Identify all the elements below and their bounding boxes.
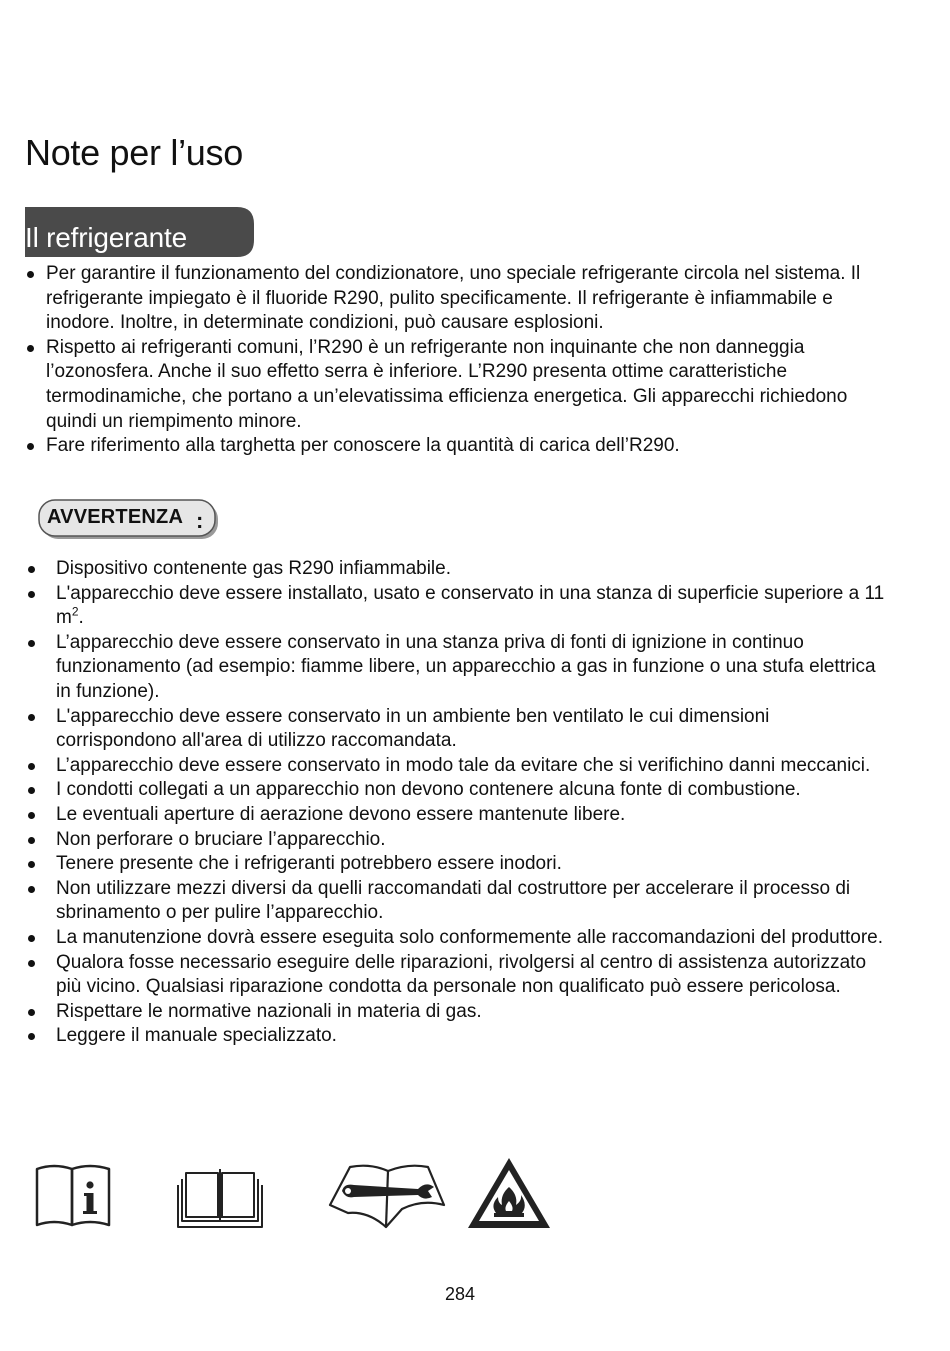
list-item [56,926,886,951]
bullet-icon [28,935,35,942]
bullet-icon [28,861,35,868]
list-item-text: Leggere il manuale specializzato. [56,1025,337,1047]
bullet-icon [28,640,35,647]
list-item [56,803,886,828]
list-item-text: Qualora fosse necessario eseguire delle riparazioni, rivolgersi al centro di assistenza autorizzato più vicino. Qualsiasi riparazione condotta da personale non qualificato può essere pericolosa. [56,951,867,998]
warning-badge [38,499,220,541]
info-manual-icon [34,1155,112,1229]
list-item [56,705,886,754]
refrigerant-list [46,262,876,459]
list-item-text: Rispettare le normative nazionali in materia di gas. [56,1000,482,1022]
list-item-text: Per garantire il funzionamento del condizionatore, uno speciale refrigerante circola nel sistema. Il refrigerante impiegato è il fluoride R290, pulito specificamente. Il refrigerante è infiammabile e inodore. Inoltre, in determinate condizioni, può causare esplosioni. [46,263,861,334]
list-item-text: La manutenzione dovrà essere eseguita solo conformemente alle raccomandazioni del produttore. [56,926,883,948]
service-manual-icon [328,1155,446,1229]
bullet-icon [28,1009,35,1016]
list-item [46,336,876,434]
bullet-icon [28,886,35,893]
list-item [56,877,886,926]
list-item-text: Non perforare o bruciare l’apparecchio. [56,828,386,850]
list-item-text: Non utilizzare mezzi diversi da quelli raccomandati dal costruttore per accelerare il processo di sbrinamento o per pulire l’apparecchio. [56,877,851,924]
bullet-icon [28,763,35,770]
flammable-warning-icon [466,1155,552,1231]
list-item-text: L'apparecchio deve essere installato, usato e conservato in una stanza di superficie superiore a 11 m [56,582,885,629]
list-item-text: L'apparecchio deve essere conservato in un ambiente ben ventilato le cui dimensioni corrispondono all'area di utilizzo raccomandata. [56,705,770,752]
list-item [56,828,886,853]
list-item-text: Le eventuali aperture di aerazione devono essere mantenute libere. [56,803,626,825]
bullet-icon [27,271,34,278]
list-item [46,262,876,336]
list-item-text: Tenere presente che i refrigeranti potrebbero essere inodori. [56,853,562,875]
list-item [56,557,886,582]
page-title: Note per l’uso [25,132,243,173]
list-item-text: I condotti collegati a un apparecchio non devono contenere alcuna fonte di combustione. [56,779,801,801]
list-item [56,582,886,631]
list-item [56,951,886,1000]
section-banner [25,207,254,257]
page-number: 284 [444,1284,476,1304]
list-item-text: L’apparecchio deve essere conservato in modo tale da evitare che si verifichino danni meccanici. [56,754,871,776]
warning-list [56,557,886,1049]
bullet-icon [27,345,34,352]
list-item [46,434,876,459]
bullet-icon [28,591,35,598]
list-item-text: L’apparecchio deve essere conservato in una stanza priva di fonti di ignizione in continuo funzionamento (ad esempio: fiamme libere, un apparecchio a gas in funzione o una stufa elettrica in funzione). [56,631,876,702]
list-item [56,1024,886,1049]
list-item-text: Fare riferimento alla targhetta per conoscere la quantità di carica dell’R290. [46,435,680,457]
list-item-text: Dispositivo contenente gas R290 infiammabile. [56,558,451,579]
bullet-icon [28,837,35,844]
bullet-icon [28,812,35,819]
list-item-text: Rispetto ai refrigeranti comuni, l’R290 è un refrigerante non inquinante che non danneggia l’ozonosfera. Anche il suo effetto serra è inferiore. L’R290 presenta ottime caratteristiche termodinamiche, che portano a un’elevatissima efficienza energetica. Gli apparecchi richiedono quindi un riempimento minore. [46,336,848,432]
list-item [56,1000,886,1025]
safety-icons [34,1155,564,1233]
list-item [56,852,886,877]
bullet-icon [28,566,35,573]
list-item [56,778,886,803]
list-item [56,631,886,705]
bullet-icon [27,443,34,450]
bullet-icon [28,787,35,794]
section-heading: Il refrigerante [25,222,187,253]
bullet-icon [28,1033,35,1040]
superscript: 2 [71,604,79,619]
bullet-icon [28,714,35,721]
bullet-icon [28,960,35,967]
warning-colon: : [196,508,204,533]
list-item-suffix: . [78,607,84,629]
list-item [56,754,886,779]
warning-label: AVVERTENZA [47,506,184,528]
operator-manual-icon [176,1155,264,1229]
